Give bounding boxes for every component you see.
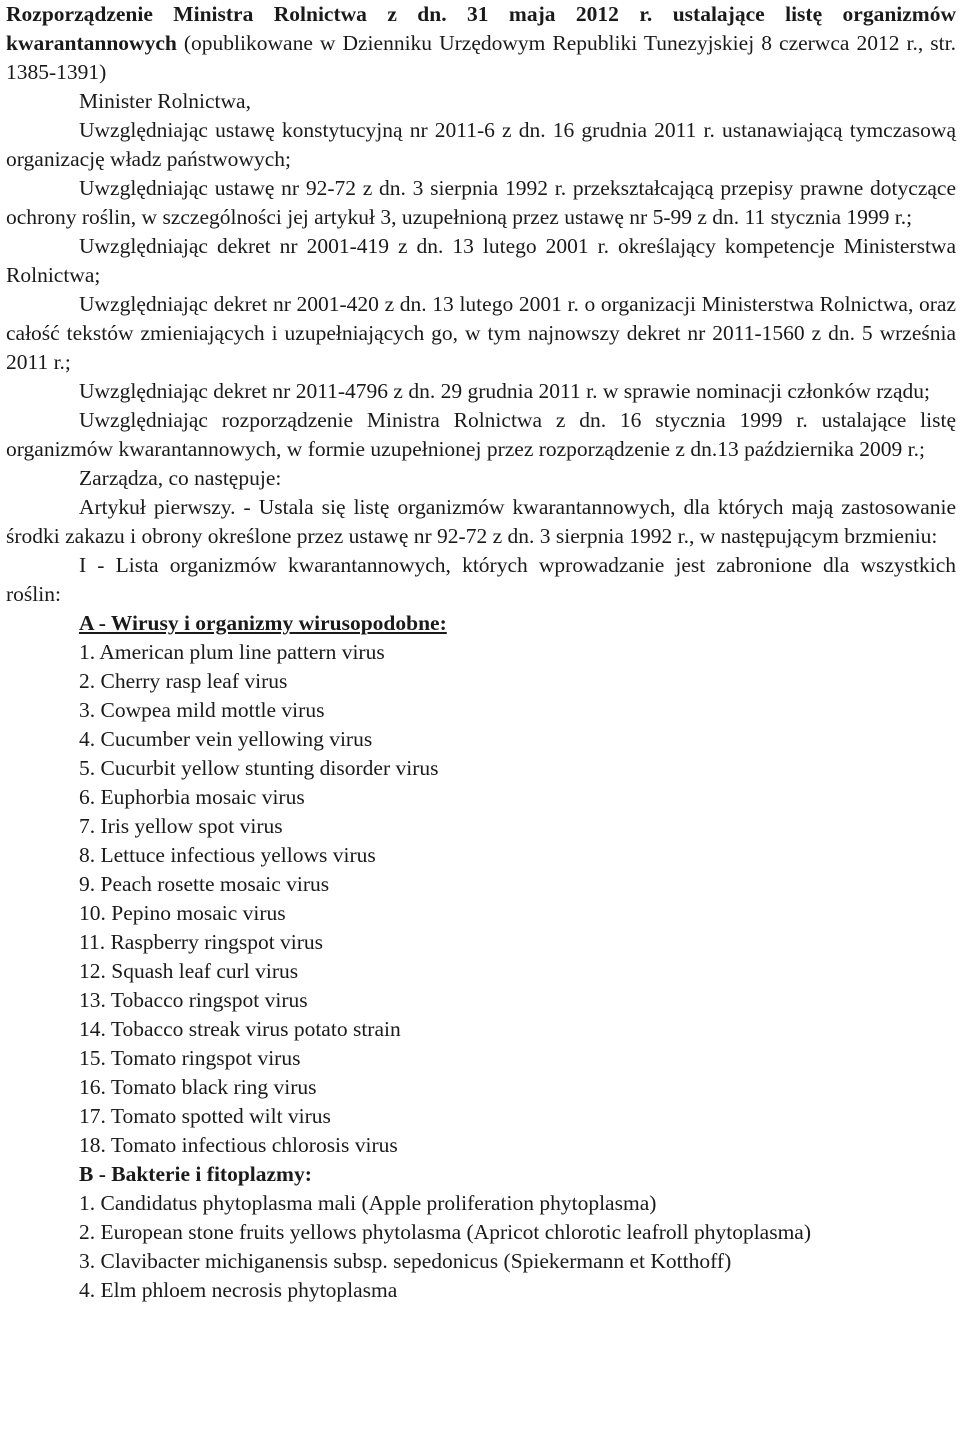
list-item: 6. Euphorbia mosaic virus [79,785,305,809]
list-item: 17. Tomato spotted wilt virus [79,1104,331,1128]
section-b-heading: B - Bakterie i fitoplazmy: [79,1162,312,1186]
list-intro: I - Lista organizmów kwarantannowych, których wprowadzanie jest zabronione dla wszystkich roślin: [6,553,956,606]
section-b-list [6,1189,956,1305]
list-item: 15. Tomato ringspot virus [79,1046,301,1070]
list-item: 1. American plum line pattern virus [79,640,385,664]
list-item: 10. Pepino mosaic virus [79,901,286,925]
list-item: 13. Tobacco ringspot virus [79,988,308,1012]
list-item: 1. Candidatus phytoplasma mali (Apple proliferation phytoplasma) [79,1191,657,1215]
list-item: 4. Cucumber vein yellowing virus [79,727,373,751]
list-item: 3. Clavibacter michiganensis subsp. sepedonicus (Spiekermann et Kotthoff) [79,1249,732,1273]
list-item: 7. Iris yellow spot virus [79,814,283,838]
list-item: 18. Tomato infectious chlorosis virus [79,1133,398,1157]
section-a-list [6,638,956,1160]
preamble-minister: Minister Rolnictwa, [79,89,251,113]
section-a-heading: A - Wirusy i organizmy wirusopodobne: [79,611,447,635]
list-item: 12. Squash leaf curl virus [79,959,299,983]
document-header [6,0,956,87]
preamble-clause: Uwzględniając rozporządzenie Ministra Rolnictwa z dn. 16 stycznia 1999 r. ustalające listę organizmów kwarantannowych, w formie uzupełnionej przez rozporządzenie z dn.13 października 2009 r.; [6,408,956,461]
list-item: 16. Tomato black ring virus [79,1075,317,1099]
list-item: 5. Cucurbit yellow stunting disorder virus [79,756,439,780]
preamble-clause: Uwzględniając dekret nr 2001-420 z dn. 13 lutego 2001 r. o organizacji Ministerstwa Rolnictwa, oraz całość tekstów zmieniających i uzupełniających go, w tym najnowszy dekret nr 2011-1560 z dn. 5 września 2011 r.; [6,292,956,374]
preamble-clause: Uwzględniając dekret nr 2011-4796 z dn. 29 grudnia 2011 r. w sprawie nominacji członków rządu; [79,379,930,403]
list-item: 9. Peach rosette mosaic virus [79,872,330,896]
preamble-clause: Uwzględniając ustawę konstytucyjną nr 2011-6 z dn. 16 grudnia 2011 r. ustanawiającą tymczasową organizację władz państwowych; [6,118,956,171]
list-item: 2. European stone fruits yellows phytolasma (Apricot chlorotic leafroll phytoplasma) [79,1220,812,1244]
list-item: 3. Cowpea mild mottle virus [79,698,325,722]
list-item: 2. Cherry rasp leaf virus [79,669,288,693]
publication-note: (opublikowane w Dzienniku Urzędowym Republiki Tunezyjskiej 8 czerwca 2012 r., str. 1385-1391) [6,31,956,84]
list-item: 14. Tobacco streak virus potato strain [79,1017,401,1041]
preamble-clause: Uwzględniając dekret nr 2001-419 z dn. 13 lutego 2001 r. określający kompetencje Ministerstwa Rolnictwa; [6,234,956,287]
preamble-clause: Uwzględniając ustawę nr 92-72 z dn. 3 sierpnia 1992 r. przekształcającą przepisy prawne dotyczące ochrony roślin, w szczególności jej artykuł 3, uzupełnioną przez ustawę nr 5-99 z dn. 11 stycznia 1999 r.; [6,176,956,229]
document-title: Rozporządzenie Ministra Rolnictwa z dn. 31 maja 2012 r. ustalające listę organizmów kwarantannowych [6,2,956,55]
preamble-decree: Zarządza, co następuje: [79,466,282,490]
list-item: 8. Lettuce infectious yellows virus [79,843,376,867]
list-item: 11. Raspberry ringspot virus [79,930,324,954]
list-item: 4. Elm phloem necrosis phytoplasma [79,1278,398,1302]
article-first: Artykuł pierwszy. - Ustala się listę organizmów kwarantannowych, dla których mają zastosowanie środki zakazu i obrony określone przez ustawę nr 92-72 z dn. 3 sierpnia 1992 r., w następującym brzmieniu: [6,495,956,548]
